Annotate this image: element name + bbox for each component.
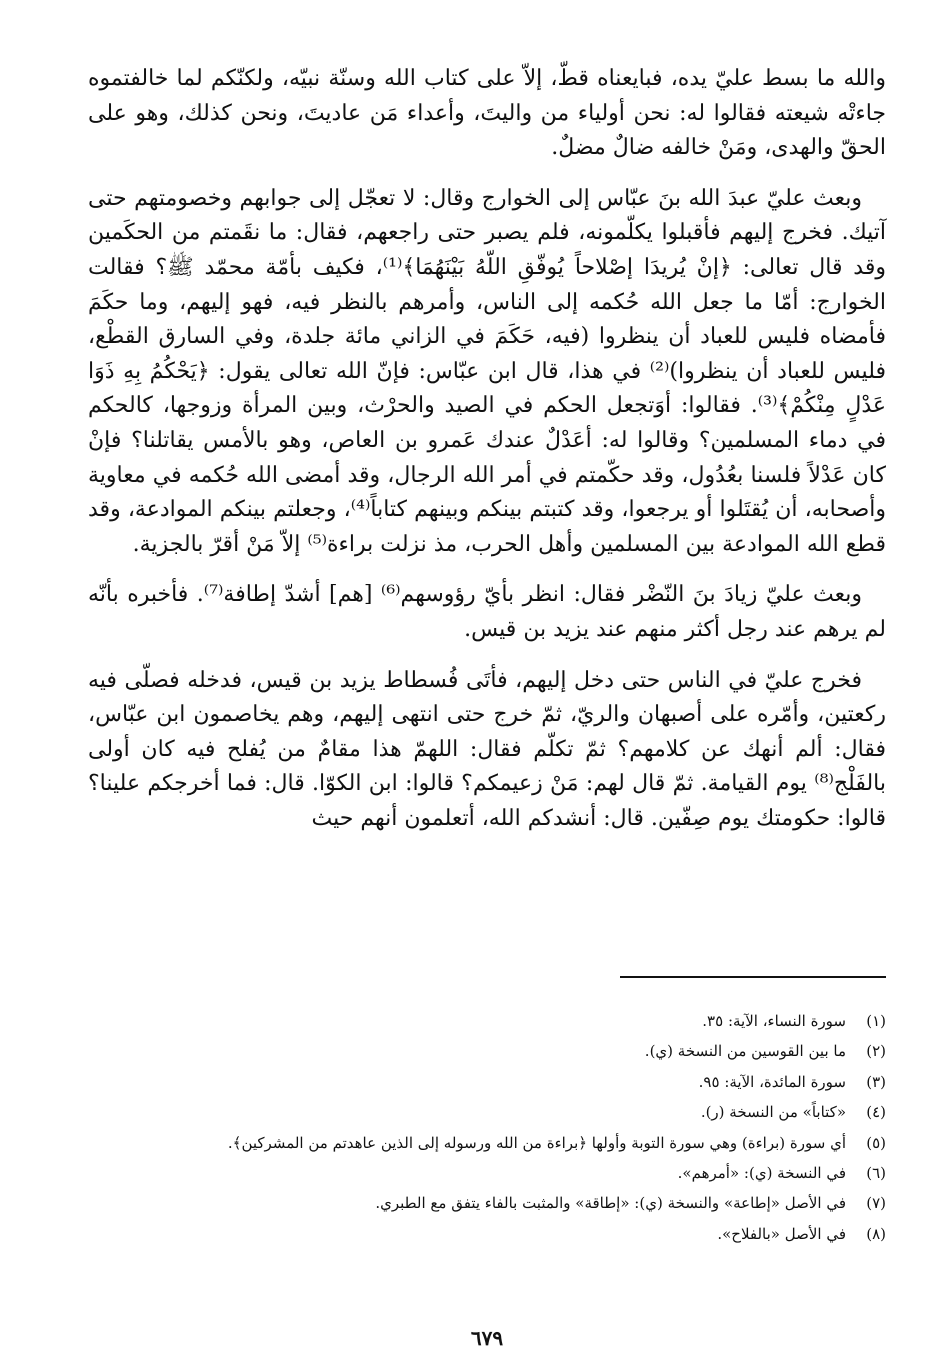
book-page [88, 62, 886, 1352]
footnote [88, 1188, 886, 1218]
footnote-number: (٣) [866, 1072, 886, 1091]
paragraph: والله ما بسط عليّ يده، فبايعناه قطّ، إلاّ على كتاب الله وسنّة نبيّه، ولكنّكم لما خالفتموه جاءتْه شيعته فقالوا له: نحن أولياء من واليتَ، وأعداء مَن عاديتَ، ونحن كذلك، وهو على الحقّ والهدى، ومَنْ خالفه ضالٌ مضلٌ. [88, 66, 886, 161]
page-number: ٦٧٩ [470, 1326, 504, 1350]
footnote-text: أي سورة (براءة) وهي سورة التوبة وأولها ﴿براءة من الله ورسوله إلى الذين عاهدتم من المشركين﴾. [227, 1133, 846, 1152]
paragraph: وبعث عليّ عبدَ الله بنَ عبّاس إلى الخوارج وقال: لا تعجّل إلى جوابهم وخصومتهم حتى آتيك. فخرج إليهم فأقبلوا يكلّمونه، فلم يصبر حتى راجعهم، فقال: ما نقَمتم من الحكَمين وقد قال تعالى: ﴿إنْ يُريدَا إصْلاحاً يُوفّقِ اللّهُ بَيْنَهُمَا﴾⁽¹⁾، فكيف بأمّة محمّد ﷺ؟ فقالت الخوارج: أمّا ما جعل الله حُكمه إلى الناس، وأمرهم بالنظر فيه، فهو إليهم، وما حكَمَ فأمضاه فليس للعباد أن ينظروا (فيه، حَكَمَ في الزاني مائة جلدة، وفي السارق القطْع، فليس للعباد أن ينظروا)⁽²⁾ في هذا، قال ابن عبّاس: فإنّ الله تعالى يقول: ﴿يَحْكُمُ بِهِ ذَوَا عَدْلٍ مِنْكُمْ﴾⁽³⁾. فقالوا: أوَتجعل الحكم في الصيد والحرْث، وبين المرأة وزوجها، كالحكم في دماء المسلمين؟ وقالوا له: أعَدْلٌ عندك عَمرو بن العاص، وهو بالأمس يقاتلنا؟ فإنْ كان عَدْلاً فلسنا بعُدُول، وقد حكّمتم في أمر الله الرجال، وقد أمضى الله حُكمه في معاوية وأصحابه، أن يُقتَلوا أو يرجعوا، وقد كتبتم بينكم وبينهم كتاباً⁽⁴⁾، وجعلتم بينكم الموادعة، وقد قطع الله الموادعة بين المسلمين وأهل الحرب، مذ نزلت براءة⁽⁵⁾ إلاّ مَنْ أقرّ بالجزية. [88, 185, 886, 557]
footnote-text: في الأصل «بالفلاح». [717, 1224, 846, 1243]
footnote-number: (٦) [866, 1164, 886, 1183]
footnote-number: (٥) [866, 1133, 886, 1152]
footnote-text: «كتاباً» من النسخة (ر). [700, 1103, 846, 1122]
footnote [88, 1158, 886, 1188]
footnote-text: ما بين القوسين من النسخة (ي). [644, 1042, 846, 1061]
footnotes [88, 1006, 886, 1249]
footnote [88, 1067, 886, 1097]
footnote-text: سورة النساء، الآية: ٣٥. [702, 1012, 846, 1030]
footnote [88, 1097, 886, 1127]
footnote [88, 1006, 886, 1036]
footnote-number: (٨) [866, 1224, 886, 1243]
footnote-text: في النسخة (ي): «أمرهم». [677, 1164, 846, 1183]
footnote [88, 1036, 886, 1066]
footnote-number: (١) [866, 1012, 886, 1030]
footnote-text: في الأصل «إطاعة» والنسخة (ي): «إطاقة» والمثبت بالفاء يتفق مع الطبري. [375, 1194, 846, 1213]
footnote-number: (٤) [866, 1103, 886, 1122]
footnote-text: سورة المائدة، الآية: ٩٥. [698, 1072, 846, 1091]
paragraph: فخرج عليّ في الناس حتى دخل إليهم، فأتَى فُسطاط يزيد بن قيس، فدخله فصلّى فيه ركعتين، وأمّره على أصبهان والريّ، ثمّ خرج حتى انتهى إليهم، وهم يخاصمون ابن عبّاس، فقال: ألم أنهك عن كلامهم؟ ثمّ تكلّم فقال: اللهمّ هذا مقامٌ من يُفلح فيه كان أولى بالفَلْج⁽⁸⁾ يوم القيامة. ثمّ قال لهم: مَنْ زعيمكم؟ قالوا: ابن الكوّا. قال: فما أخرجكم علينا؟ قالوا: حكومتك يوم صِفّين. قال: أنشدكم الله، أتعلمون أنهم حيث [88, 667, 886, 831]
footnote-number: (٧) [866, 1194, 886, 1213]
footnote-number: (٢) [866, 1042, 886, 1061]
paragraph: وبعث عليّ زيادَ بنَ النّضْر فقال: انظر بأيّ رؤوسهم⁽⁶⁾ [هم] أشدّ إطافة⁽⁷⁾. فأخبره بأنّه لم يرهم عند رجل أكثر منهم عند يزيد بن قيس. [88, 582, 886, 642]
main-text [88, 62, 886, 836]
footnote-separator [620, 976, 886, 978]
footnote [88, 1219, 886, 1249]
footnote [88, 1128, 886, 1158]
